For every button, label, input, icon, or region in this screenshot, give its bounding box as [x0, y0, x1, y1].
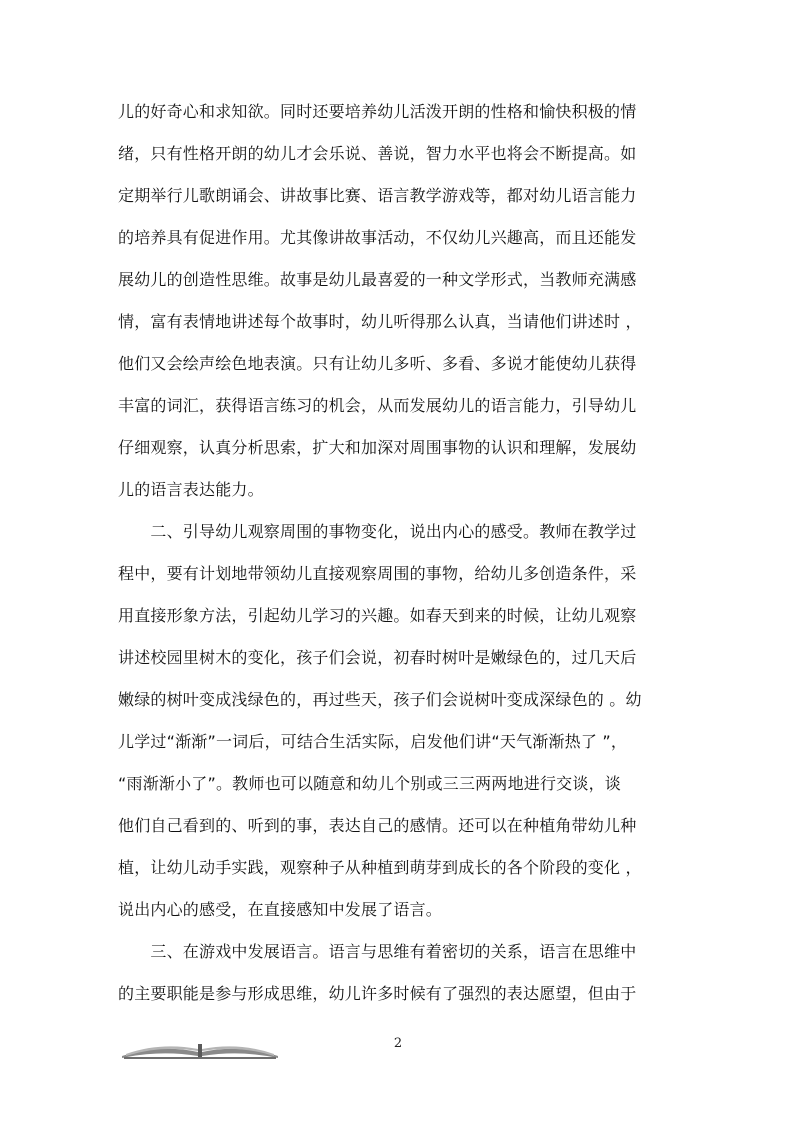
text-line: 植，让幼儿动手实践，观察种子从种植到萌芽到成长的各个阶段的变化 ，	[118, 858, 642, 877]
text-line: 讲述校园里树木的变化，孩子们会说，初春时树叶是嫩绿色的，过几天后	[118, 648, 637, 667]
text-line: 丰富的词汇，获得语言练习的机会，从而发展幼儿的语言能力，引导幼儿	[118, 396, 637, 415]
text-line: 儿学过“渐渐”一词后，可结合生活实际，启发他们讲“天气渐渐热了 ”，	[118, 732, 628, 751]
text-line: 用直接形象方法，引起幼儿学习的兴趣。如春天到来的时候，让幼儿观察	[118, 606, 637, 625]
text-line: 说出内心的感受，在直接感知中发展了语言。	[118, 900, 443, 919]
text-line: 程中，要有计划地带领幼儿直接观察周围的事物，给幼儿多创造条件，采	[118, 564, 637, 583]
page-number: 2	[393, 1036, 403, 1051]
text-line: 儿的好奇心和求知欲。同时还要培养幼儿活泼开朗的性格和愉快积极的情	[118, 102, 637, 121]
text-line: 儿的语言表达能力。	[118, 480, 264, 499]
text-line: 绪，只有性格开朗的幼儿才会乐说、善说，智力水平也将会不断提高。如	[118, 144, 637, 163]
text-line: 他们又会绘声绘色地表演。只有让幼儿多听、多看、多说才能使幼儿获得	[118, 354, 637, 373]
text-line: 他们自己看到的、听到的事，表达自己的感情。还可以在种植角带幼儿种	[118, 816, 637, 835]
text-line: 的培养具有促进作用。尤其像讲故事活动，不仅幼儿兴趣高，而且还能发	[118, 228, 637, 247]
text-line: 三、在游戏中发展语言。语言与思维有着密切的关系，语言在思维中	[118, 942, 637, 961]
text-line: 展幼儿的创造性思维。故事是幼儿最喜爱的一种文学形式，当教师充满感	[118, 270, 637, 289]
text-line: “雨渐渐小了”。教师也可以随意和幼儿个别或三三两两地进行交谈，谈	[118, 774, 621, 793]
text-line: 嫩绿的树叶变成浅绿色的，再过些天，孩子们会说树叶变成深绿色的 。幼	[118, 690, 642, 709]
text-line: 仔细观察，认真分析思索，扩大和加深对周围事物的认识和理解，发展幼	[118, 438, 637, 457]
open-book-icon	[120, 1038, 280, 1060]
text-line: 二、引导幼儿观察周围的事物变化，说出内心的感受。教师在教学过	[118, 522, 637, 541]
text-line: 的主要职能是参与形成思维，幼儿许多时候有了强烈的表达愿望，但由于	[118, 984, 637, 1003]
text-line: 定期举行儿歌朗诵会、讲故事比赛、语言教学游戏等，都对幼儿语言能力	[118, 186, 637, 205]
text-line: 情，富有表情地讲述每个故事时，幼儿听得那么认真，当请他们讲述时 ，	[118, 312, 642, 331]
